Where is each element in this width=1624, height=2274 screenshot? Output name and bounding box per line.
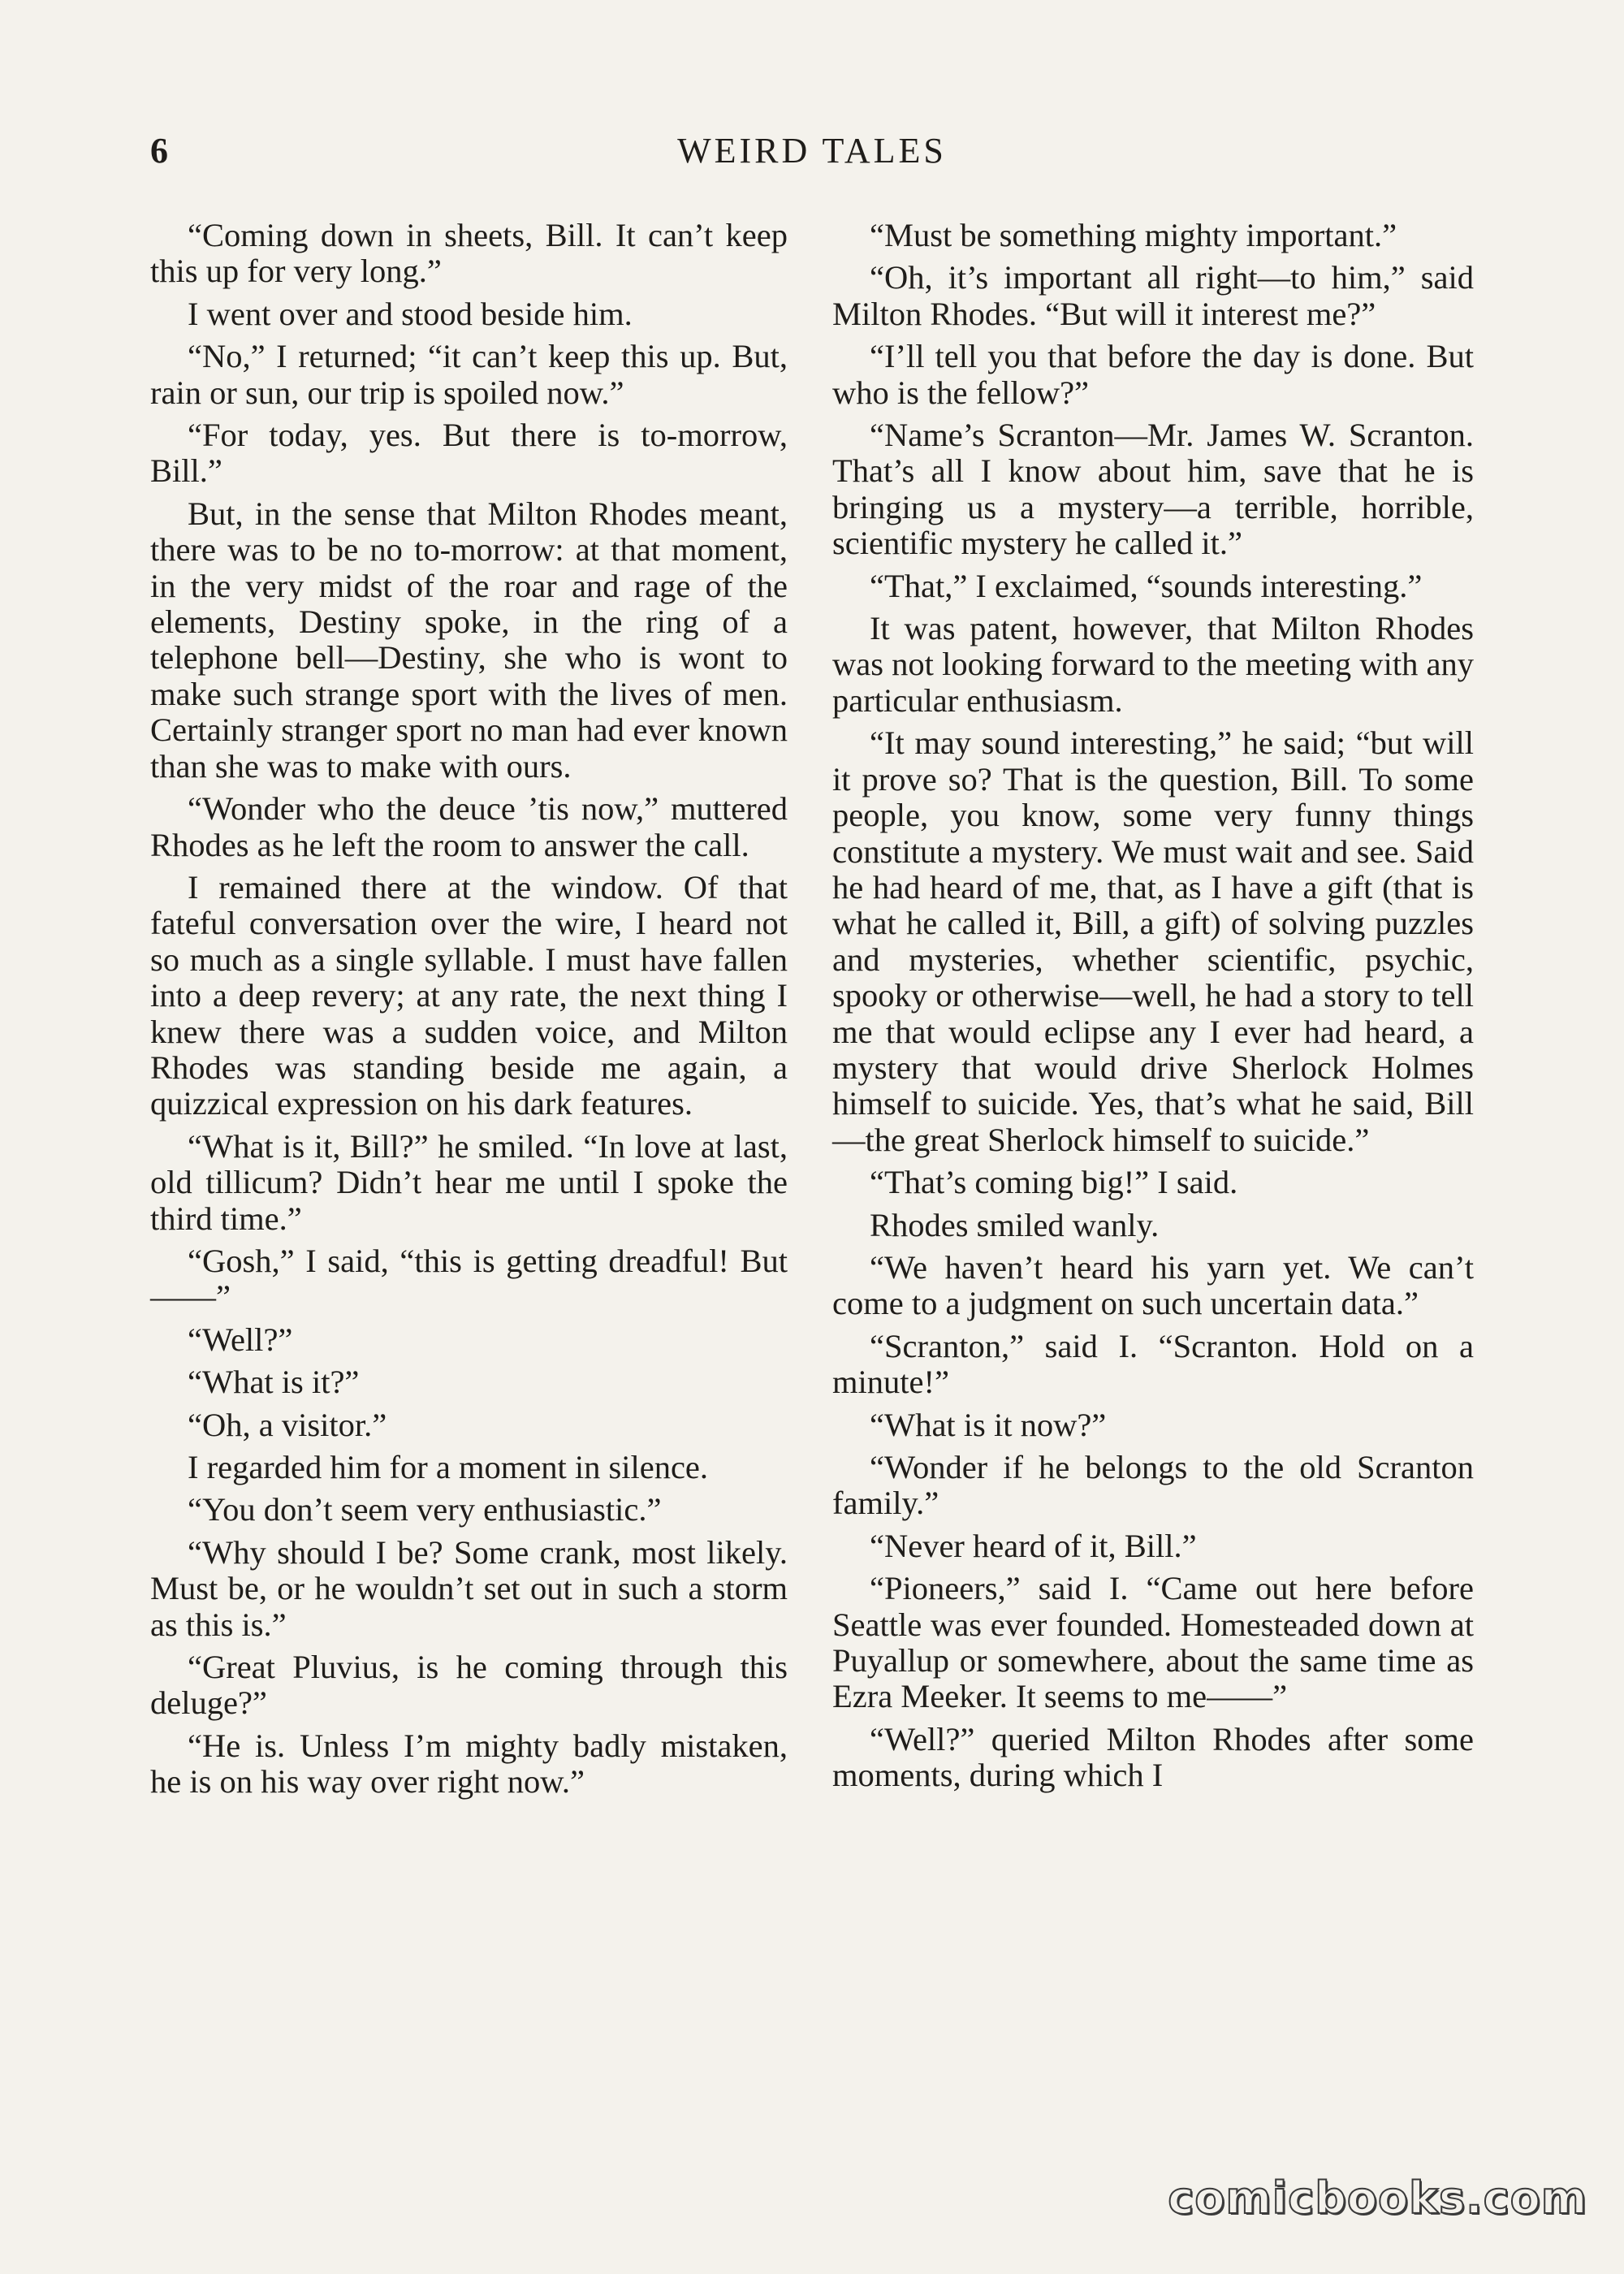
- paragraph: Rhodes smiled wanly.: [870, 1206, 1160, 1243]
- running-head-title: WEIRD TALES: [677, 131, 947, 171]
- paragraph: “Great Pluvius, is he coming through this deluge?”: [150, 1649, 788, 1722]
- paragraph: “We haven’t heard his yarn yet. We can’t come to a judgment on such uncertain data.”: [832, 1248, 1474, 1322]
- right-text-column: [832, 218, 1474, 1801]
- paragraph: “Never heard of it, Bill.”: [870, 1527, 1197, 1564]
- paragraph: I regarded him for a moment in silence.: [188, 1449, 709, 1485]
- paragraph: “Why should I be? Some crank, most likely. Must be, or he wouldn’t set out in such a storm as this is.”: [150, 1533, 788, 1643]
- paragraph: “Gosh,” I said, “this is getting dreadful! But——”: [150, 1242, 788, 1316]
- paragraph: But, in the sense that Milton Rhodes meant, there was to be no to-morrow: at that moment, in the very midst of the roar and rage of the elements, Destiny spoke, in the ring of a telephone bell—Destiny, she who is wont to make such strange sport with the lives of men. Certainly stranger sport no man had ever known than she was to make with ours.: [150, 495, 788, 785]
- paragraph: I went over and stood beside him.: [188, 295, 633, 332]
- paragraph: I remained there at the window. Of that fateful conversation over the wire, I heard not so much as a single syllable. I must have fallen into a deep revery; at any rate, the next thing I knew there was a sudden voice, and Milton Rhodes was standing beside me again, a quizzical expression on his dark features.: [150, 868, 788, 1122]
- paragraph: “What is it?”: [188, 1364, 360, 1401]
- paragraph: “Well?” queried Milton Rhodes after some moments, during which I: [832, 1720, 1474, 1794]
- paragraph: “I’ll tell you that before the day is done. But who is the fellow?”: [832, 338, 1474, 411]
- paragraph: “Wonder if he belongs to the old Scranton family.”: [832, 1449, 1474, 1522]
- paragraph: “Wonder who the deuce ’tis now,” muttered Rhodes as he left the room to answer the call.: [150, 790, 788, 863]
- paragraph: “What is it now?”: [870, 1406, 1107, 1443]
- site-watermark: comicbooks.com: [1168, 2172, 1587, 2224]
- paragraph: “Oh, it’s important all right—to him,” said Milton Rhodes. “But will it interest me?”: [832, 259, 1474, 332]
- paragraph: It was patent, however, that Milton Rhodes was not looking forward to the meeting with any particular enthusiasm.: [832, 610, 1474, 719]
- paragraph: “That’s coming big!” I said.: [870, 1164, 1238, 1201]
- paragraph: “Name’s Scranton—Mr. James W. Scranton. That’s all I know about him, save that he is bringing us a mystery—a terrible, horrible, scientific mystery he called it.”: [832, 417, 1474, 562]
- paragraph: “Must be something mighty important.”: [870, 217, 1397, 253]
- paragraph: “For today, yes. But there is to-morrow, Bill.”: [150, 417, 788, 490]
- paragraph: “Well?”: [188, 1321, 293, 1358]
- paragraph: “He is. Unless I’m mighty badly mistaken, he is on his way over right now.”: [150, 1727, 788, 1801]
- paragraph: “Pioneers,” said I. “Came out here before Seattle was ever founded. Homesteaded down at Puyallup or somewhere, about the same time as Ezra Meeker. It seems to me——”: [832, 1570, 1474, 1715]
- paragraph: “Oh, a visitor.”: [188, 1406, 387, 1443]
- paragraph: “You don’t seem very enthusiastic.”: [188, 1491, 662, 1528]
- paragraph: “What is it, Bill?” he smiled. “In love at last, old tillicum? Didn’t hear me until I spoke the third time.”: [150, 1127, 788, 1237]
- paragraph: “Scranton,” said I. “Scranton. Hold on a minute!”: [832, 1327, 1474, 1401]
- paragraph: “That,” I exclaimed, “sounds interesting.”: [870, 567, 1423, 604]
- paragraph: “It may sound interesting,” he said; “but will it prove so? That is the question, Bill. To some people, you know, some very funny things constitute a mystery. We must wait and see. Said he had heard of me, that, as I have a gift (that is what he called it, Bill, a gift) of solving puzzles and mysteries, whether scientific, psychic, spooky or otherwise—well, he had a story to tell me that would eclipse any I ever had heard, a mystery that would drive Sherlock Holmes himself to suicide. Yes, that’s what he said, Bill—the great Sherlock himself to suicide.”: [832, 724, 1474, 1158]
- page-number: 6: [150, 131, 169, 171]
- page-header: [150, 130, 1474, 179]
- paragraph: “Coming down in sheets, Bill. It can’t keep this up for very long.”: [150, 217, 788, 290]
- left-text-column: [150, 218, 788, 1807]
- paragraph: “No,” I returned; “it can’t keep this up. But, rain or sun, our trip is spoiled now.”: [150, 338, 788, 411]
